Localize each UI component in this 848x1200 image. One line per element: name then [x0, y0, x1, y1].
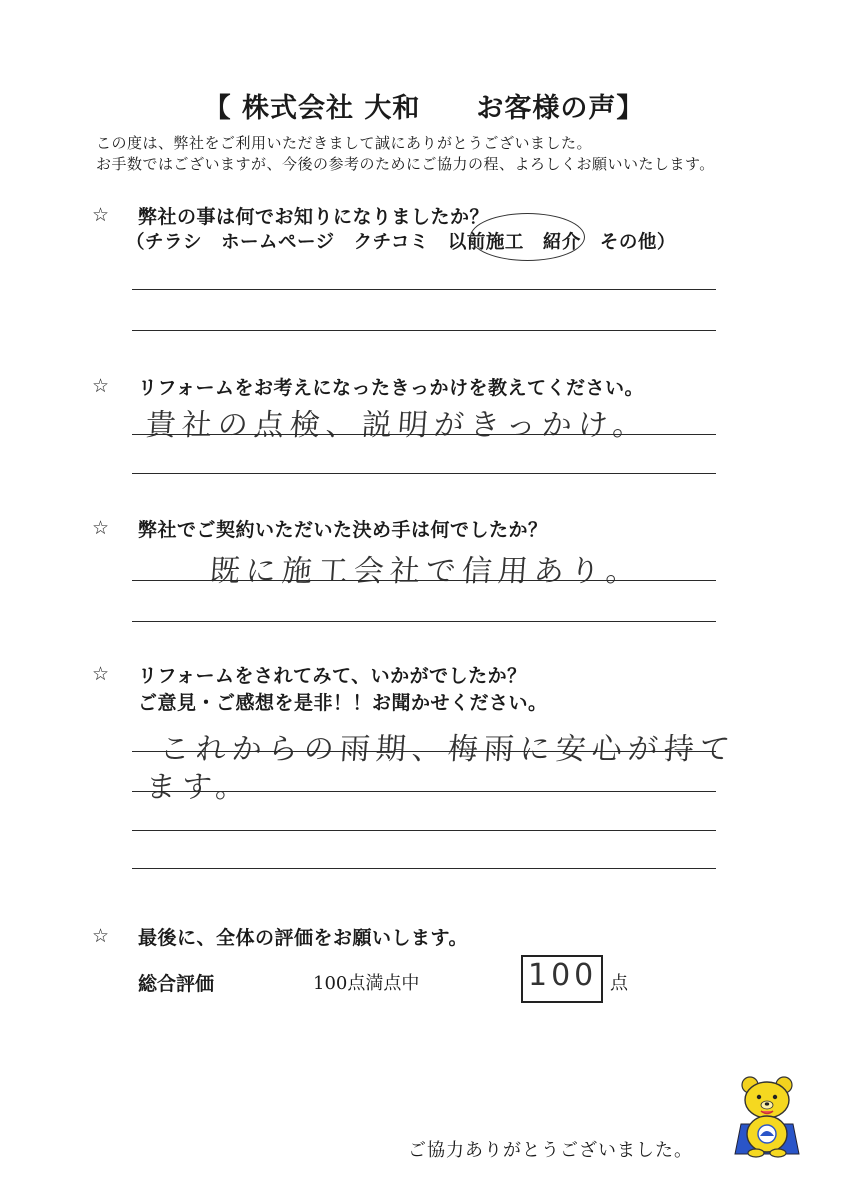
question-1-options: （チラシ ホームページ クチコミ 以前施工 紹介 その他）: [126, 232, 676, 253]
bear-mascot-icon: [733, 1074, 801, 1162]
handwritten-answer-2[interactable]: 貴社の点検、説明がきっかけ。: [144, 408, 650, 443]
answer-line[interactable]: [132, 434, 716, 435]
handwritten-answer-4-line-2[interactable]: ます。: [144, 770, 253, 805]
page-title: 【 株式会社 大和 お客様の声】: [203, 93, 645, 124]
question-4-line-1: リフォームをされてみて、いかがでしたか？: [138, 665, 527, 687]
answer-line[interactable]: [132, 830, 716, 831]
scale-label: 100点満点中: [313, 973, 420, 994]
question-1: 弊社の事は何でお知りになりましたか？: [138, 206, 490, 228]
intro-line-1: この度は、弊社をご利用いただきまして誠にありがとうございました。: [96, 134, 593, 152]
star-icon: ☆: [92, 204, 110, 226]
handwritten-answer-4-line-1[interactable]: これからの雨期、梅雨に安心が持て: [158, 732, 737, 767]
star-icon: ☆: [92, 925, 110, 947]
answer-line[interactable]: [132, 289, 716, 290]
question-2: リフォームをお考えになったきっかけを教えてください。: [138, 377, 645, 399]
selected-option-circle: [470, 213, 585, 261]
handwritten-answer-3[interactable]: 既に施工会社で信用あり。: [208, 554, 643, 589]
answer-line[interactable]: [132, 751, 716, 752]
answer-line[interactable]: [132, 473, 716, 474]
answer-line[interactable]: [132, 621, 716, 622]
star-icon: ☆: [92, 663, 110, 685]
star-icon: ☆: [92, 375, 110, 397]
question-3: 弊社でご契約いただいた決め手は何でしたか？: [138, 519, 548, 541]
score-unit: 点: [610, 973, 628, 994]
handwritten-score[interactable]: 100: [528, 958, 598, 993]
total-rating-label: 総合評価: [138, 973, 215, 995]
answer-line[interactable]: [132, 791, 716, 792]
intro-line-2: お手数ではございますが、今後の参考のためにご協力の程、よろしくお願いいたします。: [96, 155, 715, 173]
star-icon: ☆: [92, 517, 110, 539]
question-4-line-2: ご意見・ご感想を是非！！お聞かせください。: [138, 692, 548, 714]
question-5: 最後に、全体の評価をお願いします。: [138, 927, 468, 949]
answer-line[interactable]: [132, 580, 716, 581]
answer-line[interactable]: [132, 330, 716, 331]
thanks-message: ご協力ありがとうございました。: [408, 1140, 693, 1161]
answer-line[interactable]: [132, 868, 716, 869]
